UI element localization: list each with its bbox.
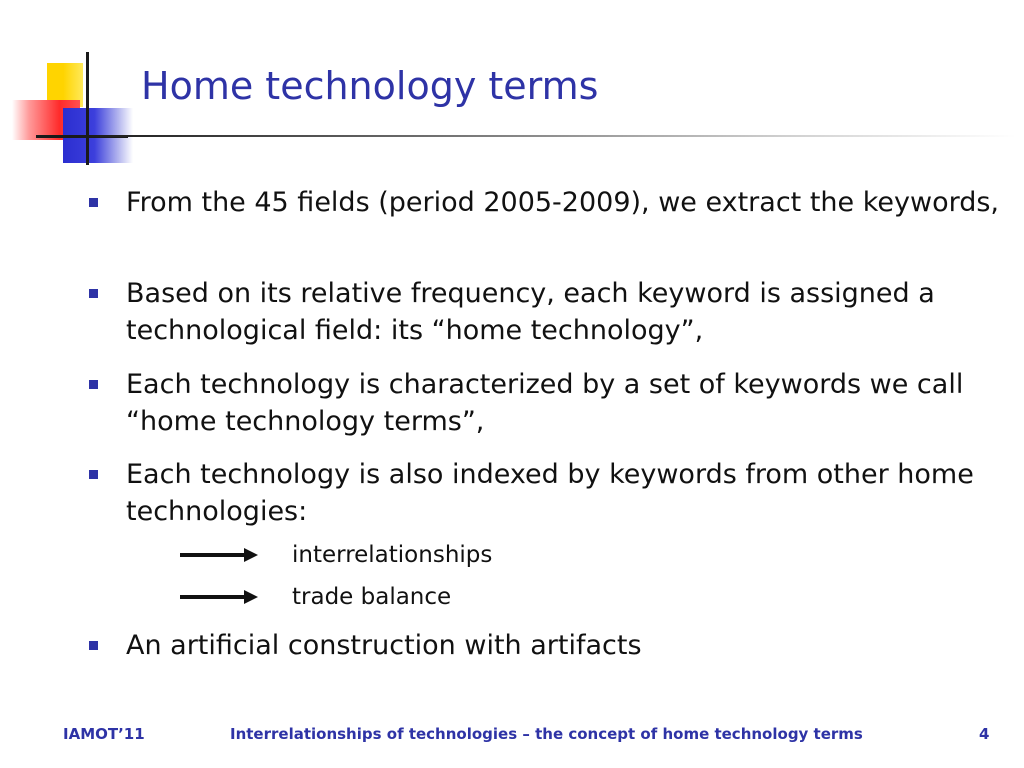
bullet-item xyxy=(126,184,1006,221)
footer-page-number: 4 xyxy=(979,725,990,743)
bullet-item xyxy=(126,275,1006,349)
bullet-text: An artificial construction with artifacts xyxy=(126,630,642,661)
sub-item-text: interrelationships xyxy=(292,542,493,568)
logo-vertical-line xyxy=(86,52,89,165)
bullet-text: Each technology is characterized by a set of keywords we call “home technology terms”, xyxy=(126,369,964,437)
right-arrow-icon xyxy=(180,590,258,604)
right-arrow-icon xyxy=(180,548,258,562)
slide-logo xyxy=(0,0,150,175)
bullet-item xyxy=(126,366,1006,440)
footer-conference: IAMOT’11 xyxy=(63,725,145,743)
sub-item xyxy=(180,582,451,612)
bullet-item xyxy=(126,627,1006,664)
bullet-square-icon xyxy=(89,641,98,650)
slide-title: Home technology terms xyxy=(141,64,599,108)
bullet-square-icon xyxy=(89,198,98,207)
footer-subtitle: Interrelationships of technologies – the concept of home technology terms xyxy=(230,725,863,743)
bullet-square-icon xyxy=(89,289,98,298)
bullet-square-icon xyxy=(89,470,98,479)
bullet-text: Each technology is also indexed by keywords from other home technologies: xyxy=(126,459,974,527)
bullet-text: Based on its relative frequency, each keyword is assigned a technological field: its “home technology”, xyxy=(126,278,935,346)
bullet-text: From the 45 fields (period 2005-2009), we extract the keywords, xyxy=(126,187,1000,218)
sub-item xyxy=(180,540,492,570)
bullet-square-icon xyxy=(89,380,98,389)
title-underline xyxy=(86,135,1016,137)
bullet-item xyxy=(126,456,1006,530)
sub-item-text: trade balance xyxy=(292,584,452,610)
